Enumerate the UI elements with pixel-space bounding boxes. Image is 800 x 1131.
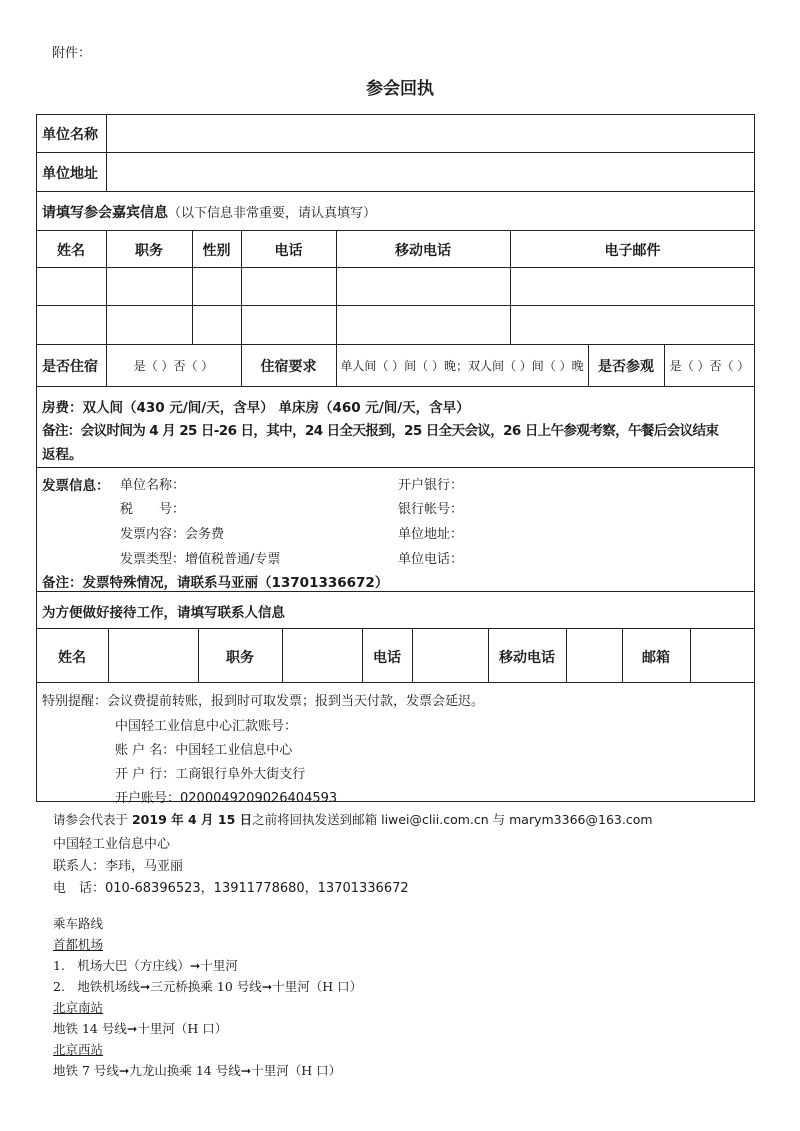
row-divider	[36, 628, 755, 629]
invoice-account[interactable]: 银行帐号：	[398, 502, 464, 517]
lodging-requirement-label: 住宿要求	[260, 359, 317, 375]
contact-col-email: 邮箱	[642, 650, 670, 666]
route-south-1: 地铁 14 号线➞十里河（H 口）	[53, 1021, 228, 1036]
route-airport-1: 1. 机场大巴（方庄线）➞十里河	[53, 958, 238, 973]
guest-col-title: 职务	[135, 243, 163, 259]
row-divider	[36, 230, 755, 231]
guest-col-gender: 性别	[202, 243, 231, 259]
invoice-content: 发票内容：会务费	[120, 527, 225, 542]
route-west-1: 地铁 7 号线➞九龙山换乘 14 号线➞十里河（H 口）	[53, 1063, 342, 1078]
unit-name-label: 单位名称	[42, 127, 98, 143]
send-post: 之前将回执发送到邮箱 liwei@clii.com.cn 与 marym3366@163.com	[252, 812, 653, 827]
invoice-tax-no[interactable]: 税 号：	[120, 502, 186, 517]
invoice-phone[interactable]: 单位电话：	[398, 552, 464, 567]
lodging-requirement-options[interactable]: 单人间（ ）间（ ）晚；双人间（ ）间（ ）晚	[340, 359, 584, 373]
invoice-bank[interactable]: 开户银行：	[398, 478, 464, 493]
contacts: 联系人：李玮，马亚丽	[53, 859, 184, 874]
visit-label: 是否参观	[598, 359, 654, 375]
room-fee: 房费：双人间（430 元/间/天，含早） 单床房（460 元/间/天，含早）	[42, 400, 470, 416]
col-divider	[282, 628, 283, 682]
stay-options[interactable]: 是（ ）否（ ）	[133, 359, 214, 373]
invoice-address[interactable]: 单位地址：	[398, 527, 464, 542]
row-divider	[36, 305, 755, 306]
row-divider	[36, 467, 755, 468]
route-airport-heading: 首都机场	[53, 937, 104, 952]
stay-label: 是否住宿	[42, 359, 98, 375]
guest-instruction-note: （以下信息非常重要，请认真填写）	[168, 206, 377, 221]
page-title: 参会回执	[366, 79, 434, 99]
guest-col-phone: 电话	[274, 243, 303, 259]
contact-col-phone: 电话	[373, 650, 401, 666]
col-divider	[412, 628, 413, 682]
col-divider	[108, 628, 109, 682]
meeting-remark-cont: 返程。	[42, 447, 83, 463]
guest-col-email: 电子邮件	[604, 243, 661, 259]
route-airport-2: 2. 地铁机场线➞三元桥换乘 10 号线➞十里河（H 口）	[53, 979, 363, 994]
col-divider	[566, 628, 567, 682]
route-west-heading: 北京西站	[53, 1042, 104, 1057]
row-divider	[36, 267, 755, 268]
invoice-unit-name[interactable]: 单位名称：	[120, 478, 186, 493]
contact-instruction: 为方便做好接待工作，请填写联系人信息	[42, 605, 285, 621]
organizer: 中国轻工业信息中心	[53, 837, 171, 852]
guest-instruction-bold: 请填写参会嘉宾信息	[42, 205, 168, 221]
row-divider	[36, 191, 755, 192]
row-divider	[36, 591, 755, 592]
route-south-heading: 北京南站	[53, 1000, 104, 1015]
attachment-label: 附件：	[52, 46, 92, 61]
send-pre: 请参会代表于	[53, 812, 132, 827]
contact-col-title: 职务	[226, 650, 254, 666]
send-date: 2019 年 4 月 15 日	[131, 812, 253, 827]
account-number: 开户账号：0200049209026404593	[115, 791, 338, 806]
col-divider	[106, 114, 107, 191]
send-instruction	[53, 810, 653, 828]
col-divider	[690, 628, 691, 682]
contact-col-name: 姓名	[58, 650, 86, 666]
unit-address-label: 单位地址	[42, 166, 98, 182]
row-divider	[36, 344, 755, 345]
row-divider	[36, 152, 755, 153]
invoice-label: 发票信息：	[42, 478, 110, 494]
contact-col-mobile: 移动电话	[499, 650, 555, 666]
routes-title: 乘车路线	[53, 916, 104, 931]
unit-name-field[interactable]	[108, 154, 753, 190]
bank-info-title: 中国轻工业信息中心汇款账号：	[115, 719, 298, 734]
guest-col-mobile: 移动电话	[395, 243, 451, 259]
account-bank: 开 户 行：工商银行阜外大街支行	[115, 767, 306, 782]
guest-col-name: 姓名	[57, 243, 85, 259]
visit-options[interactable]: 是（ ）否（ ）	[669, 359, 750, 373]
account-name: 账 户 名：中国轻工业信息中心	[115, 743, 293, 758]
unit-address-field[interactable]	[108, 116, 753, 151]
contact-phone: 电 话：010-68396523，13911778680，13701336672	[53, 881, 409, 896]
row-divider	[36, 386, 755, 387]
invoice-type: 发票类型：增值税普通/专票	[120, 552, 281, 567]
row-divider	[36, 682, 755, 683]
special-reminder: 特别提醒：会议费提前转账，报到时可取发票；报到当天付款，发票会延迟。	[42, 694, 485, 709]
guest-instruction	[42, 202, 376, 222]
invoice-remark: 备注：发票特殊情况，请联系马亚丽（13701336672）	[42, 575, 389, 591]
meeting-remark: 备注：会议时间为 4 月 25 日-26 日，其中，24 日全天报到，25 日全天会议，26 日上午参观考察，午餐后会议结束	[42, 423, 719, 439]
